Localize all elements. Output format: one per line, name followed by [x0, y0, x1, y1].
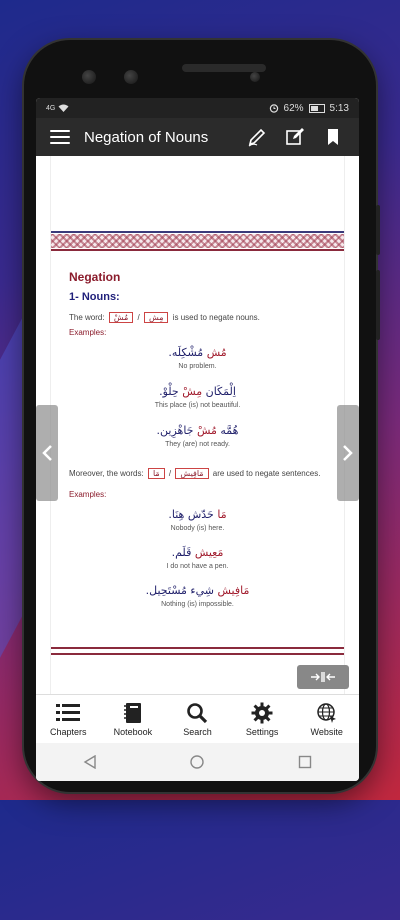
previous-page-button[interactable] [36, 405, 58, 501]
notebook-icon [123, 702, 143, 724]
status-bar [36, 98, 359, 118]
tab-label: Settings [245, 726, 279, 737]
bottom-tab-bar [36, 694, 359, 743]
proximity-sensor [250, 72, 260, 82]
signal-label: 4G [46, 104, 56, 112]
next-page-button[interactable] [337, 405, 359, 501]
arabic-text: هُمَّه [216, 424, 239, 437]
example-item [51, 346, 344, 370]
arabic-text: مُشْكِلَه. [168, 346, 207, 359]
arabic-text: حَدّش هِنَا. [168, 508, 218, 521]
arabic-text: اِلْمَكَان [202, 385, 236, 398]
divider [51, 249, 344, 251]
collapse-icon [310, 671, 336, 683]
tab-notebook[interactable] [103, 702, 163, 737]
example-item [51, 508, 344, 532]
tab-label: Website [310, 726, 343, 737]
example-item [51, 546, 344, 570]
page-title: Negation of Nouns [84, 128, 209, 146]
translation: They (are) not ready. [165, 441, 230, 448]
lesson-heading: Negation [69, 270, 121, 284]
tab-label: Notebook [113, 726, 153, 737]
moreover-text: are used to negate sentences. [212, 469, 321, 478]
tab-search[interactable] [167, 702, 227, 737]
home-icon[interactable] [190, 755, 204, 769]
translation: This place (is) not beautiful. [154, 402, 241, 409]
sensor [124, 70, 138, 84]
tab-settings[interactable] [232, 702, 292, 737]
intro-text: The word: [69, 313, 105, 322]
divider [51, 653, 344, 655]
moreover-text: Moreover, the words: [69, 469, 144, 478]
menu-icon[interactable] [50, 130, 70, 144]
word-box: مَا [148, 468, 165, 479]
lesson-page [50, 156, 345, 695]
pen-icon[interactable] [245, 125, 269, 149]
tab-label: Chapters [50, 726, 87, 737]
battery-fill [311, 106, 318, 111]
volume-button [376, 205, 380, 255]
arabic-text: شِيء مُسْتَحِيل. [145, 584, 218, 597]
power-button [376, 270, 380, 340]
word-box: مَافِيش [175, 468, 208, 479]
negation-word: مُش [206, 346, 227, 359]
arabic-text: حِلْوْ. [159, 385, 183, 398]
clock: 5:13 [329, 102, 349, 114]
intro-text: is used to negate nouns. [172, 313, 260, 322]
example-item [51, 385, 344, 409]
phone-frame [24, 40, 376, 792]
system-nav-bar [36, 743, 359, 781]
decorative-band [51, 234, 344, 248]
app-bar [36, 118, 359, 156]
screen [36, 98, 359, 781]
chevron-right-icon [342, 444, 354, 462]
lesson-subheading: 1- Nouns: [69, 291, 120, 303]
negation-word: مَا [217, 508, 227, 521]
search-icon [186, 702, 208, 724]
lesson-content[interactable] [36, 156, 359, 695]
gear-icon [251, 702, 273, 724]
bookmark-icon[interactable] [321, 125, 345, 149]
recents-icon[interactable] [298, 755, 312, 769]
negation-word: مُشْ [196, 424, 217, 437]
tab-chapters[interactable] [38, 702, 98, 737]
separator: / [168, 469, 172, 478]
chevron-left-icon [41, 444, 53, 462]
negation-word: مَافِيش [217, 584, 250, 597]
moreover-line [69, 468, 320, 479]
front-camera [82, 70, 96, 84]
divider [51, 231, 344, 233]
arabic-text: جَاهْزِين. [156, 424, 197, 437]
negation-word: مَعِيش [194, 546, 224, 559]
word-box: مِش [144, 312, 168, 323]
earpiece [182, 64, 266, 72]
separator: / [137, 313, 140, 322]
globe-icon [316, 702, 338, 724]
negation-word: مِشْ [182, 385, 203, 398]
list-icon [55, 702, 81, 724]
tab-label: Search [183, 726, 212, 737]
edit-icon[interactable] [283, 125, 307, 149]
back-icon[interactable] [83, 755, 97, 769]
translation: No problem. [178, 363, 217, 370]
tab-website[interactable] [297, 702, 357, 737]
divider [51, 647, 344, 649]
examples-label: Examples: [69, 328, 107, 337]
alarm-icon [269, 103, 279, 113]
arabic-text: قَلَم. [171, 546, 195, 559]
example-item [51, 584, 344, 608]
intro-line [69, 312, 260, 323]
battery-percent: 62% [283, 102, 304, 114]
translation: I do not have a pen. [166, 563, 229, 570]
wifi-icon [58, 104, 69, 113]
example-item [51, 424, 344, 448]
battery-icon [309, 104, 325, 113]
word-box: مُشْ [109, 312, 133, 323]
translation: Nothing (is) impossible. [161, 601, 234, 608]
examples-label: Examples: [69, 490, 107, 499]
collapse-button[interactable] [297, 665, 349, 689]
translation: Nobody (is) here. [170, 525, 225, 532]
